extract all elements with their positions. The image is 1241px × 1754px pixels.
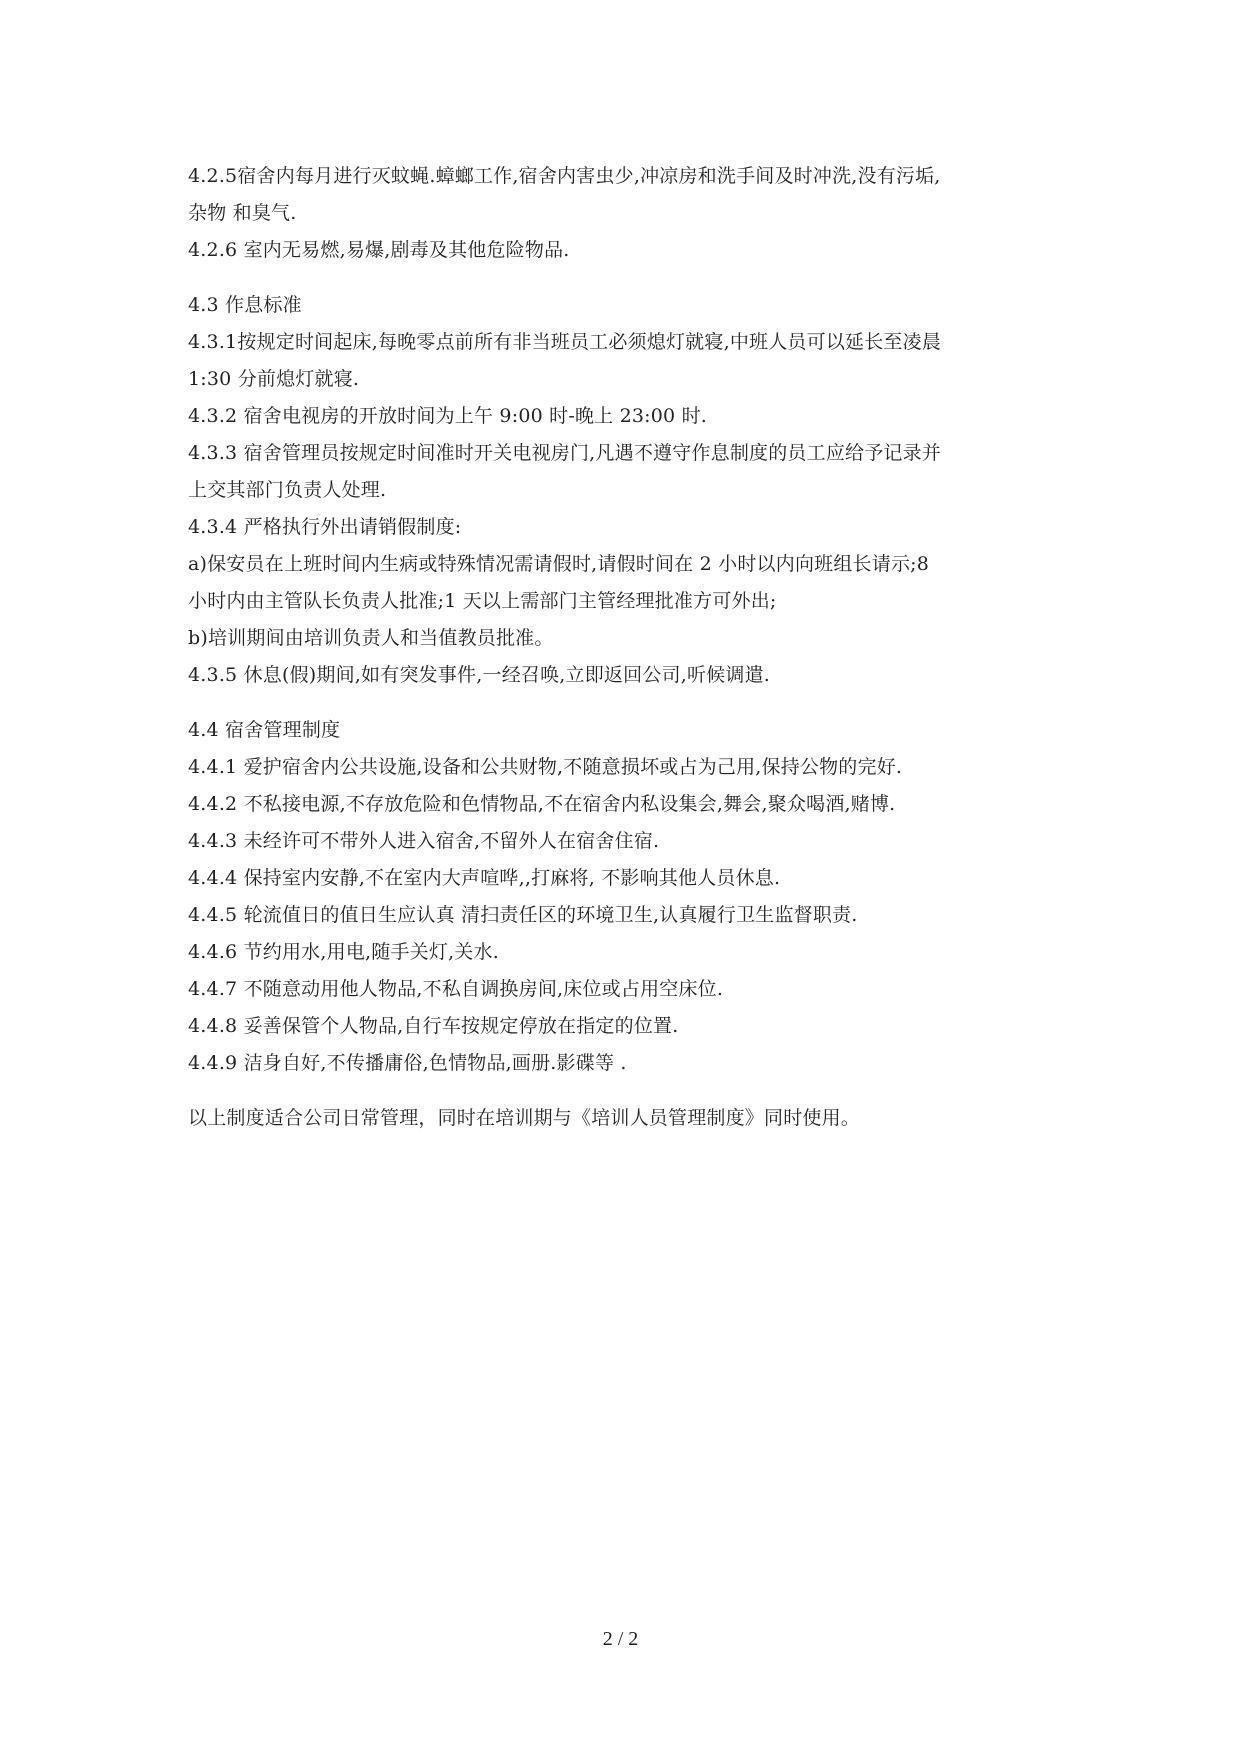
section-spacer bbox=[188, 269, 1068, 287]
paragraph-line: 4.4.4 保持室内安静,不在室内大声喧哗,,打麻将, 不影响其他人员休息. bbox=[188, 867, 781, 889]
paragraph-line: 4.4.8 妥善保管个人物品,自行车按规定停放在指定的位置. bbox=[188, 1015, 679, 1037]
paragraph-line: a)保安员在上班时间内生病或特殊情况需请假时,请假时间在 2 小时以内向班组长请示;8 bbox=[188, 553, 930, 575]
paragraph-line: 4.4.5 轮流值日的值日生应认真 清扫责任区的环境卫生,认真履行卫生监督职责. bbox=[188, 904, 858, 926]
paragraph-line: 小时内由主管队长负责人批准;1 天以上需部门主管经理批准方可外出; bbox=[188, 590, 777, 612]
paragraph-line: 4.4.1 爱护宿舍内公共设施,设备和公共财物,不随意损坏或占为己用,保持公物的完好. bbox=[188, 756, 903, 778]
closing-note bbox=[188, 1100, 1068, 1137]
section-4-2-tail bbox=[188, 158, 1068, 269]
paragraph-line: 1:30 分前熄灯就寝. bbox=[188, 368, 360, 390]
paragraph-line: b)培训期间由培训负责人和当值教员批准。 bbox=[188, 627, 554, 649]
paragraph-line: 杂物 和臭气. bbox=[188, 202, 297, 224]
section-4-4 bbox=[188, 712, 1068, 1082]
section-heading: 4.4 宿舍管理制度 bbox=[188, 719, 341, 741]
section-spacer bbox=[188, 1082, 1068, 1100]
paragraph-line: 以上制度适合公司日常管理，同时在培训期与《培训人员管理制度》同时使用。 bbox=[188, 1107, 861, 1129]
section-4-3 bbox=[188, 287, 1068, 694]
paragraph-line: 4.3.1按规定时间起床,每晚零点前所有非当班员工必须熄灯就寝,中班人员可以延长至凌晨 bbox=[188, 331, 942, 353]
paragraph-line: 4.2.5宿舍内每月进行灭蚊蝇.蟑螂工作,宿舍内害虫少,冲凉房和洗手间及时冲洗,没有污垢, bbox=[188, 165, 941, 187]
section-heading: 4.3 作息标准 bbox=[188, 294, 302, 316]
paragraph-line: 4.2.6 室内无易燃,易爆,剧毒及其他危险物品. bbox=[188, 239, 570, 261]
paragraph-line: 4.4.7 不随意动用他人物品,不私自调换房间,床位或占用空床位. bbox=[188, 978, 724, 1000]
page-number: 2 / 2 bbox=[602, 1628, 639, 1650]
paragraph-line: 4.4.6 节约用水,用电,随手关灯,关水. bbox=[188, 941, 499, 963]
paragraph-line: 上交其部门负责人处理. bbox=[188, 479, 387, 501]
paragraph-line: 4.4.3 未经许可不带外人进入宿舍,不留外人在宿舍住宿. bbox=[188, 830, 660, 852]
document-body bbox=[188, 158, 1068, 1137]
paragraph-line: 4.3.4 严格执行外出请销假制度: bbox=[188, 516, 462, 538]
paragraph-line: 4.3.5 休息(假)期间,如有突发事件,一经召唤,立即返回公司,听候调遣. bbox=[188, 664, 771, 686]
section-spacer bbox=[188, 694, 1068, 712]
paragraph-line: 4.3.2 宿舍电视房的开放时间为上午 9:00 时-晚上 23:00 时. bbox=[188, 405, 708, 427]
paragraph-line: 4.3.3 宿舍管理员按规定时间准时开关电视房门,凡遇不遵守作息制度的员工应给予记录并 bbox=[188, 442, 942, 464]
paragraph-line: 4.4.2 不私接电源,不存放危险和色情物品,不在宿舍内私设集会,舞会,聚众喝酒,赌博. bbox=[188, 793, 896, 815]
paragraph-line: 4.4.9 洁身自好,不传播庸俗,色情物品,画册.影碟等 . bbox=[188, 1052, 627, 1074]
